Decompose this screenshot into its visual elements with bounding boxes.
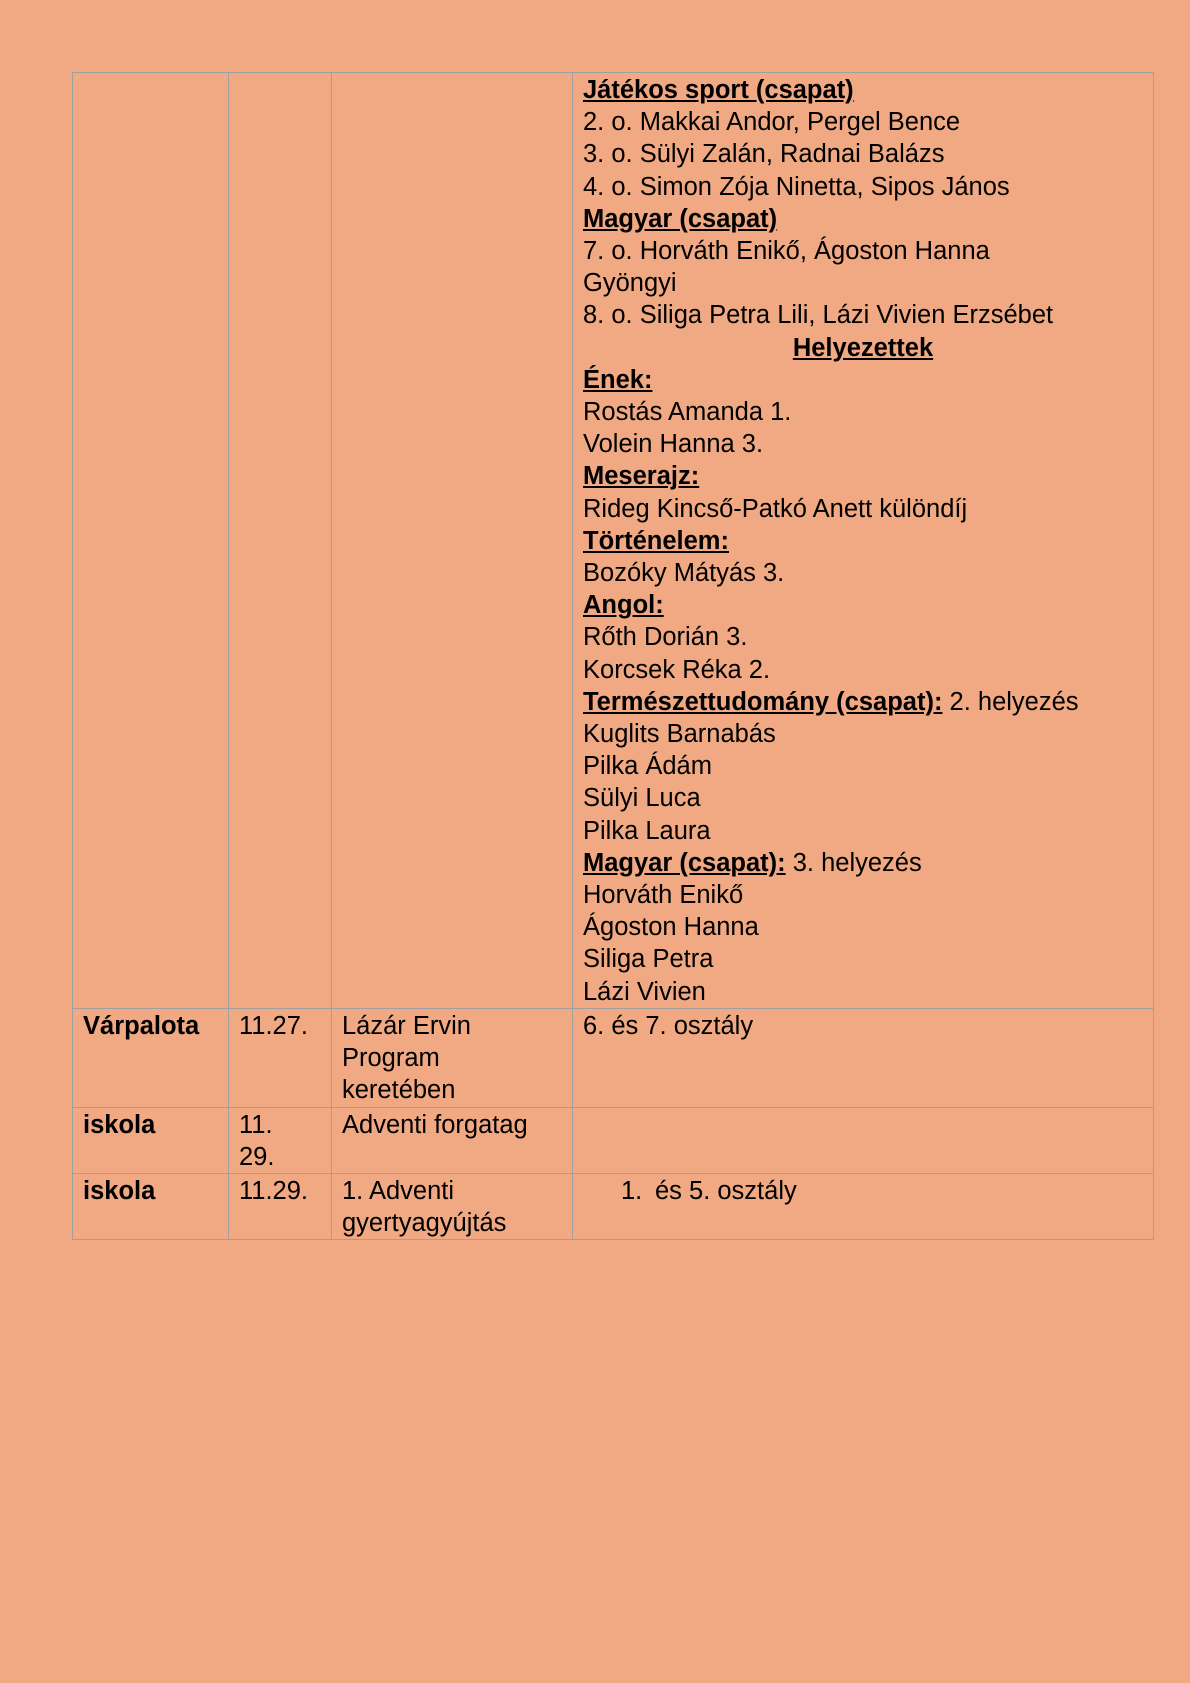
section-heading — [583, 74, 1143, 106]
participants-cell — [573, 1107, 1154, 1173]
line-text: Sülyi Luca — [583, 784, 701, 813]
heading-text: Történelem: — [583, 526, 729, 555]
event-cell: 1. Adventi gyertyagyújtás — [332, 1173, 573, 1239]
placement-text: 2. helyezés — [942, 687, 1079, 716]
section-heading — [583, 589, 1143, 621]
result-line — [583, 943, 1143, 975]
result-line — [583, 171, 1143, 203]
line-text: 3. o. Sülyi Zalán, Radnai Balázs — [583, 140, 945, 169]
line-text: 8. o. Siliga Petra Lili, Lázi Vivien Erzsébet — [583, 301, 1054, 330]
location-cell: Várpalota — [73, 1008, 229, 1107]
result-line — [583, 782, 1143, 814]
heading-text: Játékos sport (csapat) — [583, 76, 854, 104]
line-text: Rostás Amanda 1. — [583, 398, 792, 427]
line-text: Horváth Enikő — [583, 881, 744, 910]
section-heading — [583, 203, 1143, 235]
result-line — [583, 750, 1143, 782]
result-line — [583, 557, 1143, 589]
result-line — [583, 106, 1143, 138]
line-text: 7. o. Horváth Enikő, Ágoston Hanna — [583, 237, 990, 266]
line-text: Pilka Laura — [583, 816, 711, 845]
line-text: Ágoston Hanna — [583, 913, 759, 942]
section-heading — [583, 332, 1143, 364]
event-cell — [332, 73, 573, 1009]
heading-text: Angol: — [583, 591, 664, 620]
table-row-results — [73, 73, 1154, 1009]
placement-text: 3. helyezés — [785, 848, 922, 877]
participants-cell: 6. és 7. osztály — [573, 1008, 1154, 1107]
result-line — [583, 621, 1143, 653]
participants-cell — [573, 73, 1154, 1009]
result-line — [583, 428, 1143, 460]
heading-text: Helyezettek — [792, 333, 934, 362]
heading-text: Magyar (csapat): — [583, 848, 786, 877]
line-text: Bozóky Mátyás 3. — [583, 559, 785, 588]
line-text: Rőth Dorián 3. — [583, 623, 748, 652]
result-line — [583, 396, 1143, 428]
section-heading — [583, 364, 1143, 396]
section-heading — [583, 525, 1143, 557]
list-item-text: és 5. osztály — [655, 1176, 797, 1205]
line-text: Korcsek Réka 2. — [583, 655, 771, 684]
line-text: Volein Hanna 3. — [583, 430, 764, 459]
line-text: Pilka Ádám — [583, 752, 712, 781]
section-heading — [583, 686, 1143, 718]
line-text: Kuglits Barnabás — [583, 720, 776, 749]
result-line — [583, 911, 1143, 943]
date-cell — [229, 73, 332, 1009]
result-line — [583, 976, 1143, 1008]
result-line — [583, 493, 1143, 525]
location-cell: iskola — [73, 1107, 229, 1173]
line-text: Siliga Petra — [583, 945, 714, 974]
section-heading — [583, 847, 1143, 879]
line-text: 4. o. Simon Zója Ninetta, Sipos János — [583, 172, 1010, 201]
event-cell: Lázár Ervin Program keretében — [332, 1008, 573, 1107]
table-row — [73, 1008, 1154, 1107]
result-line — [583, 299, 1143, 331]
table-row — [73, 1173, 1154, 1239]
list-marker: 1. — [621, 1176, 643, 1205]
line-text: Rideg Kincső-Patkó Anett különdíj — [583, 494, 968, 523]
date-cell: 11.27. — [229, 1008, 332, 1107]
result-line — [583, 718, 1143, 750]
heading-text: Természettudomány (csapat): — [583, 687, 943, 716]
location-cell: iskola — [73, 1173, 229, 1239]
result-line — [583, 267, 1143, 299]
line-text: Lázi Vivien — [583, 977, 706, 1006]
result-line — [583, 654, 1143, 686]
date-cell: 11.29. — [229, 1173, 332, 1239]
date-cell: 11. 29. — [229, 1107, 332, 1173]
line-text: Gyöngyi — [583, 269, 677, 298]
location-cell — [73, 73, 229, 1009]
numbered-list-item — [583, 1175, 1143, 1207]
heading-text: Magyar (csapat) — [583, 204, 778, 233]
event-cell: Adventi forgatag — [332, 1107, 573, 1173]
section-heading — [583, 460, 1143, 492]
line-text: 2. o. Makkai Andor, Pergel Bence — [583, 108, 961, 137]
result-line — [583, 235, 1143, 267]
heading-text: Meserajz: — [583, 462, 700, 491]
result-line — [583, 138, 1143, 170]
result-line — [583, 879, 1143, 911]
heading-text: Ének: — [583, 365, 653, 394]
events-table — [72, 72, 1154, 1240]
table-row — [73, 1107, 1154, 1173]
result-line — [583, 815, 1143, 847]
participants-cell — [573, 1173, 1154, 1239]
